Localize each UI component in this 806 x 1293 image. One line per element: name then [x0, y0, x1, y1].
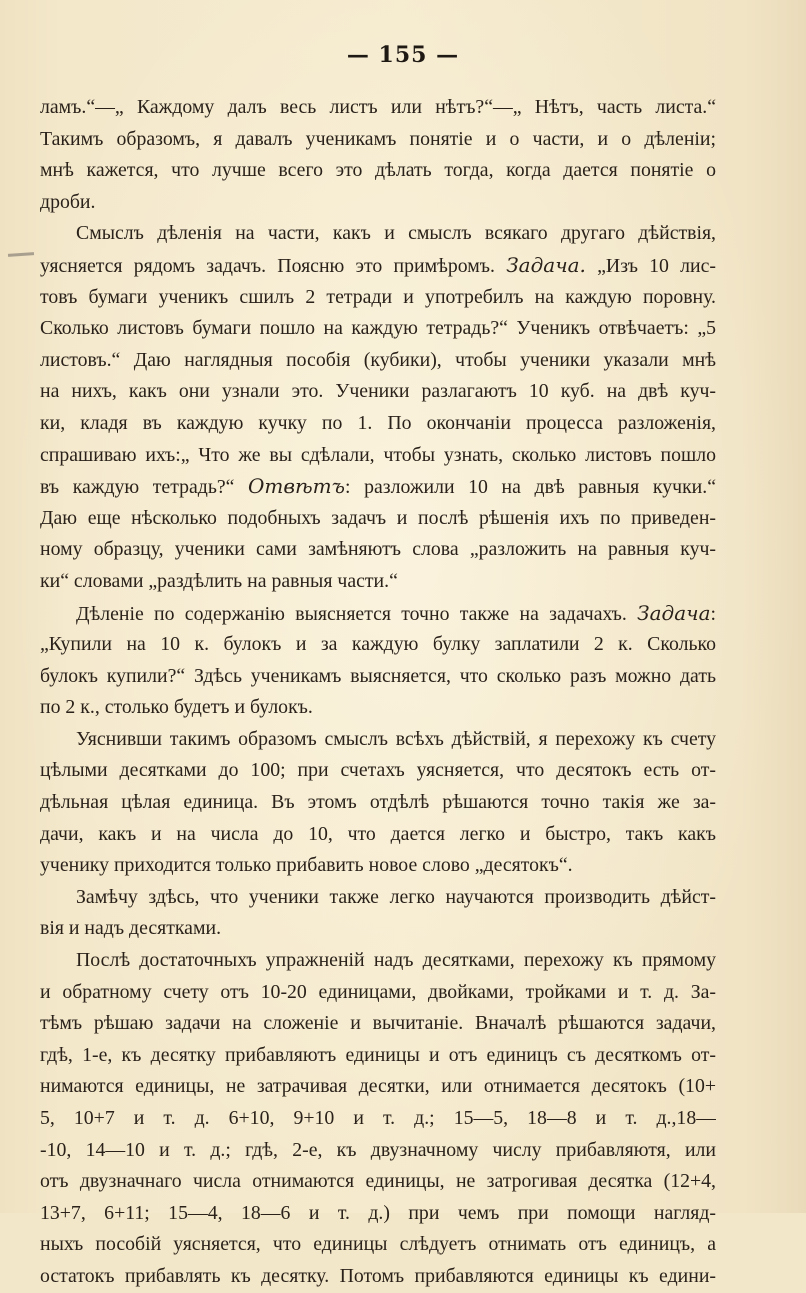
text-line: „Купили на 10 к. булокъ и за каждую булку заплатили 2 к. Сколько	[40, 633, 716, 656]
text-segment: „Изъ 10 лис-	[585, 254, 716, 277]
text-segment: уясняется рядомъ задачъ. Поясню это примѣромъ.	[40, 254, 507, 277]
text-line: 5, 10+7 и т. д. 6+10, 9+10 и т. д.; 15—5, 18—8 и т. д.,18—	[40, 1107, 716, 1129]
text-line: дѣльная цѣлая единица. Въ этомъ отдѣлѣ рѣшаются точно такія же за-	[40, 791, 716, 814]
text-segment: : разложили 10 на двѣ равныя кучки.“	[344, 476, 716, 499]
text-line: ки, кладя въ каждую кучку по 1. По окончаніи процесса разложенія,	[40, 411, 716, 434]
text-segment: въ каждую тетрадь?“	[40, 476, 249, 499]
text-line: спрашиваю ихъ:„ Что же вы сдѣлали, чтобы узнать, сколько листовъ пошло	[40, 443, 716, 466]
text-line: цѣлыми десятками до 100; при счетахъ уясняется, что десятокъ есть от-	[40, 759, 716, 782]
text-line: ныхъ пособій уясняется, что единицы слѣдуетъ отнимать отъ единицъ, а	[40, 1233, 716, 1256]
text-line	[40, 250, 716, 282]
text-line: булокъ купили?“ Здѣсь ученикамъ выясняется, что сколько разъ можно дать	[40, 664, 716, 687]
text-line: по 2 к., столько будетъ и булокъ.	[40, 696, 313, 719]
page-number: — 155 —	[346, 42, 460, 68]
text-line: ному образцу, ученики сами замѣняютъ слова „разложить на равныя куч-	[40, 538, 716, 561]
italic-term: Отвѣтъ	[248, 474, 345, 499]
text-line: -10, 14—10 и т. д.; гдѣ, 2-е, къ двузначному числу прибавляютя, или	[40, 1138, 716, 1161]
text-line: Уяснивши такимъ образомъ смыслъ всѣхъ дѣйствій, я перехожу къ счету	[76, 727, 716, 750]
text-segment: :	[710, 602, 716, 625]
text-line: мнѣ кажется, что лучше всего это дѣлать тогда, когда дается понятіе о	[40, 159, 716, 182]
text-line: Послѣ достаточныхъ упражненій надъ десятками, перехожу къ прямому	[76, 949, 716, 972]
text-line: ламъ.“—„ Каждому далъ весь листъ или нѣтъ?“—„ Нѣтъ, часть листа.“	[40, 96, 716, 118]
text-line	[40, 471, 716, 503]
italic-term: Задача	[637, 600, 711, 625]
text-segment: Дѣленіе по содержанію выясняется точно также на задачахъ.	[76, 602, 638, 625]
text-line: Такимъ образомъ, я давалъ ученикамъ понятіе и о части, и о дѣленіи;	[40, 127, 716, 150]
text-line: ученику приходится только прибавить новое слово „десятокъ“.	[40, 854, 573, 877]
italic-term: Задача.	[506, 252, 586, 277]
text-line	[40, 598, 716, 630]
text-line: на нихъ, какъ они узнали это. Ученики разлагаютъ 10 куб. на двѣ куч-	[40, 380, 716, 403]
text-line: дачи, какъ и на числа до 10, что дается легко и быстро, такъ какъ	[40, 822, 716, 845]
text-line: 13+7, 6+11; 15—4, 18—6 и т. д.) при чемъ при помощи нагляд-	[40, 1201, 716, 1224]
text-line: гдѣ, 1-е, къ десятку прибавляютъ единицы и отъ единицъ съ десяткомъ от-	[40, 1043, 716, 1066]
text-line: отъ двузначнаго числа отнимаются единицы, не затрогивая десятка (12+4,	[40, 1170, 716, 1193]
text-line: листовъ.“ Даю наглядныя пособія (кубики), чтобы ученики указали мнѣ	[40, 348, 716, 371]
text-line: нимаются единицы, не затрачивая десятки, или отнимается десятокъ (10+	[40, 1075, 716, 1098]
body-text	[40, 92, 716, 1293]
text-line: Сколько листовъ бумаги пошло на каждую тетрадь?“ Ученикъ отвѣчаетъ: „5	[40, 317, 716, 340]
text-line: и обратному счету отъ 10-20 единицами, двойками, тройками и т. д. За-	[40, 980, 716, 1003]
text-line: ки“ словами „раздѣлить на равныя части.“	[40, 569, 398, 592]
text-line: Смыслъ дѣленія на части, какъ и смыслъ всякаго другаго дѣйствія,	[76, 222, 716, 245]
text-line: товъ бумаги ученикъ сшилъ 2 тетради и употребилъ на каждую поровну.	[40, 285, 716, 308]
text-line: остатокъ прибавлять къ десятку. Потомъ прибавляются единицы къ едини-	[40, 1264, 716, 1287]
text-line: дроби.	[40, 190, 96, 213]
margin-pencil-mark	[8, 252, 34, 257]
text-line: Замѣчу здѣсь, что ученики также легко научаются производить дѣйст-	[76, 885, 716, 908]
text-line: Даю еще нѣсколько подобныхъ задачъ и послѣ рѣшенія ихъ по приведен-	[40, 506, 716, 529]
text-line: тѣмъ рѣшаю задачи на сложеніе и вычитаніе. Вначалѣ рѣшаются задачи,	[40, 1012, 716, 1035]
text-line: вія и надъ десятками.	[40, 917, 222, 940]
